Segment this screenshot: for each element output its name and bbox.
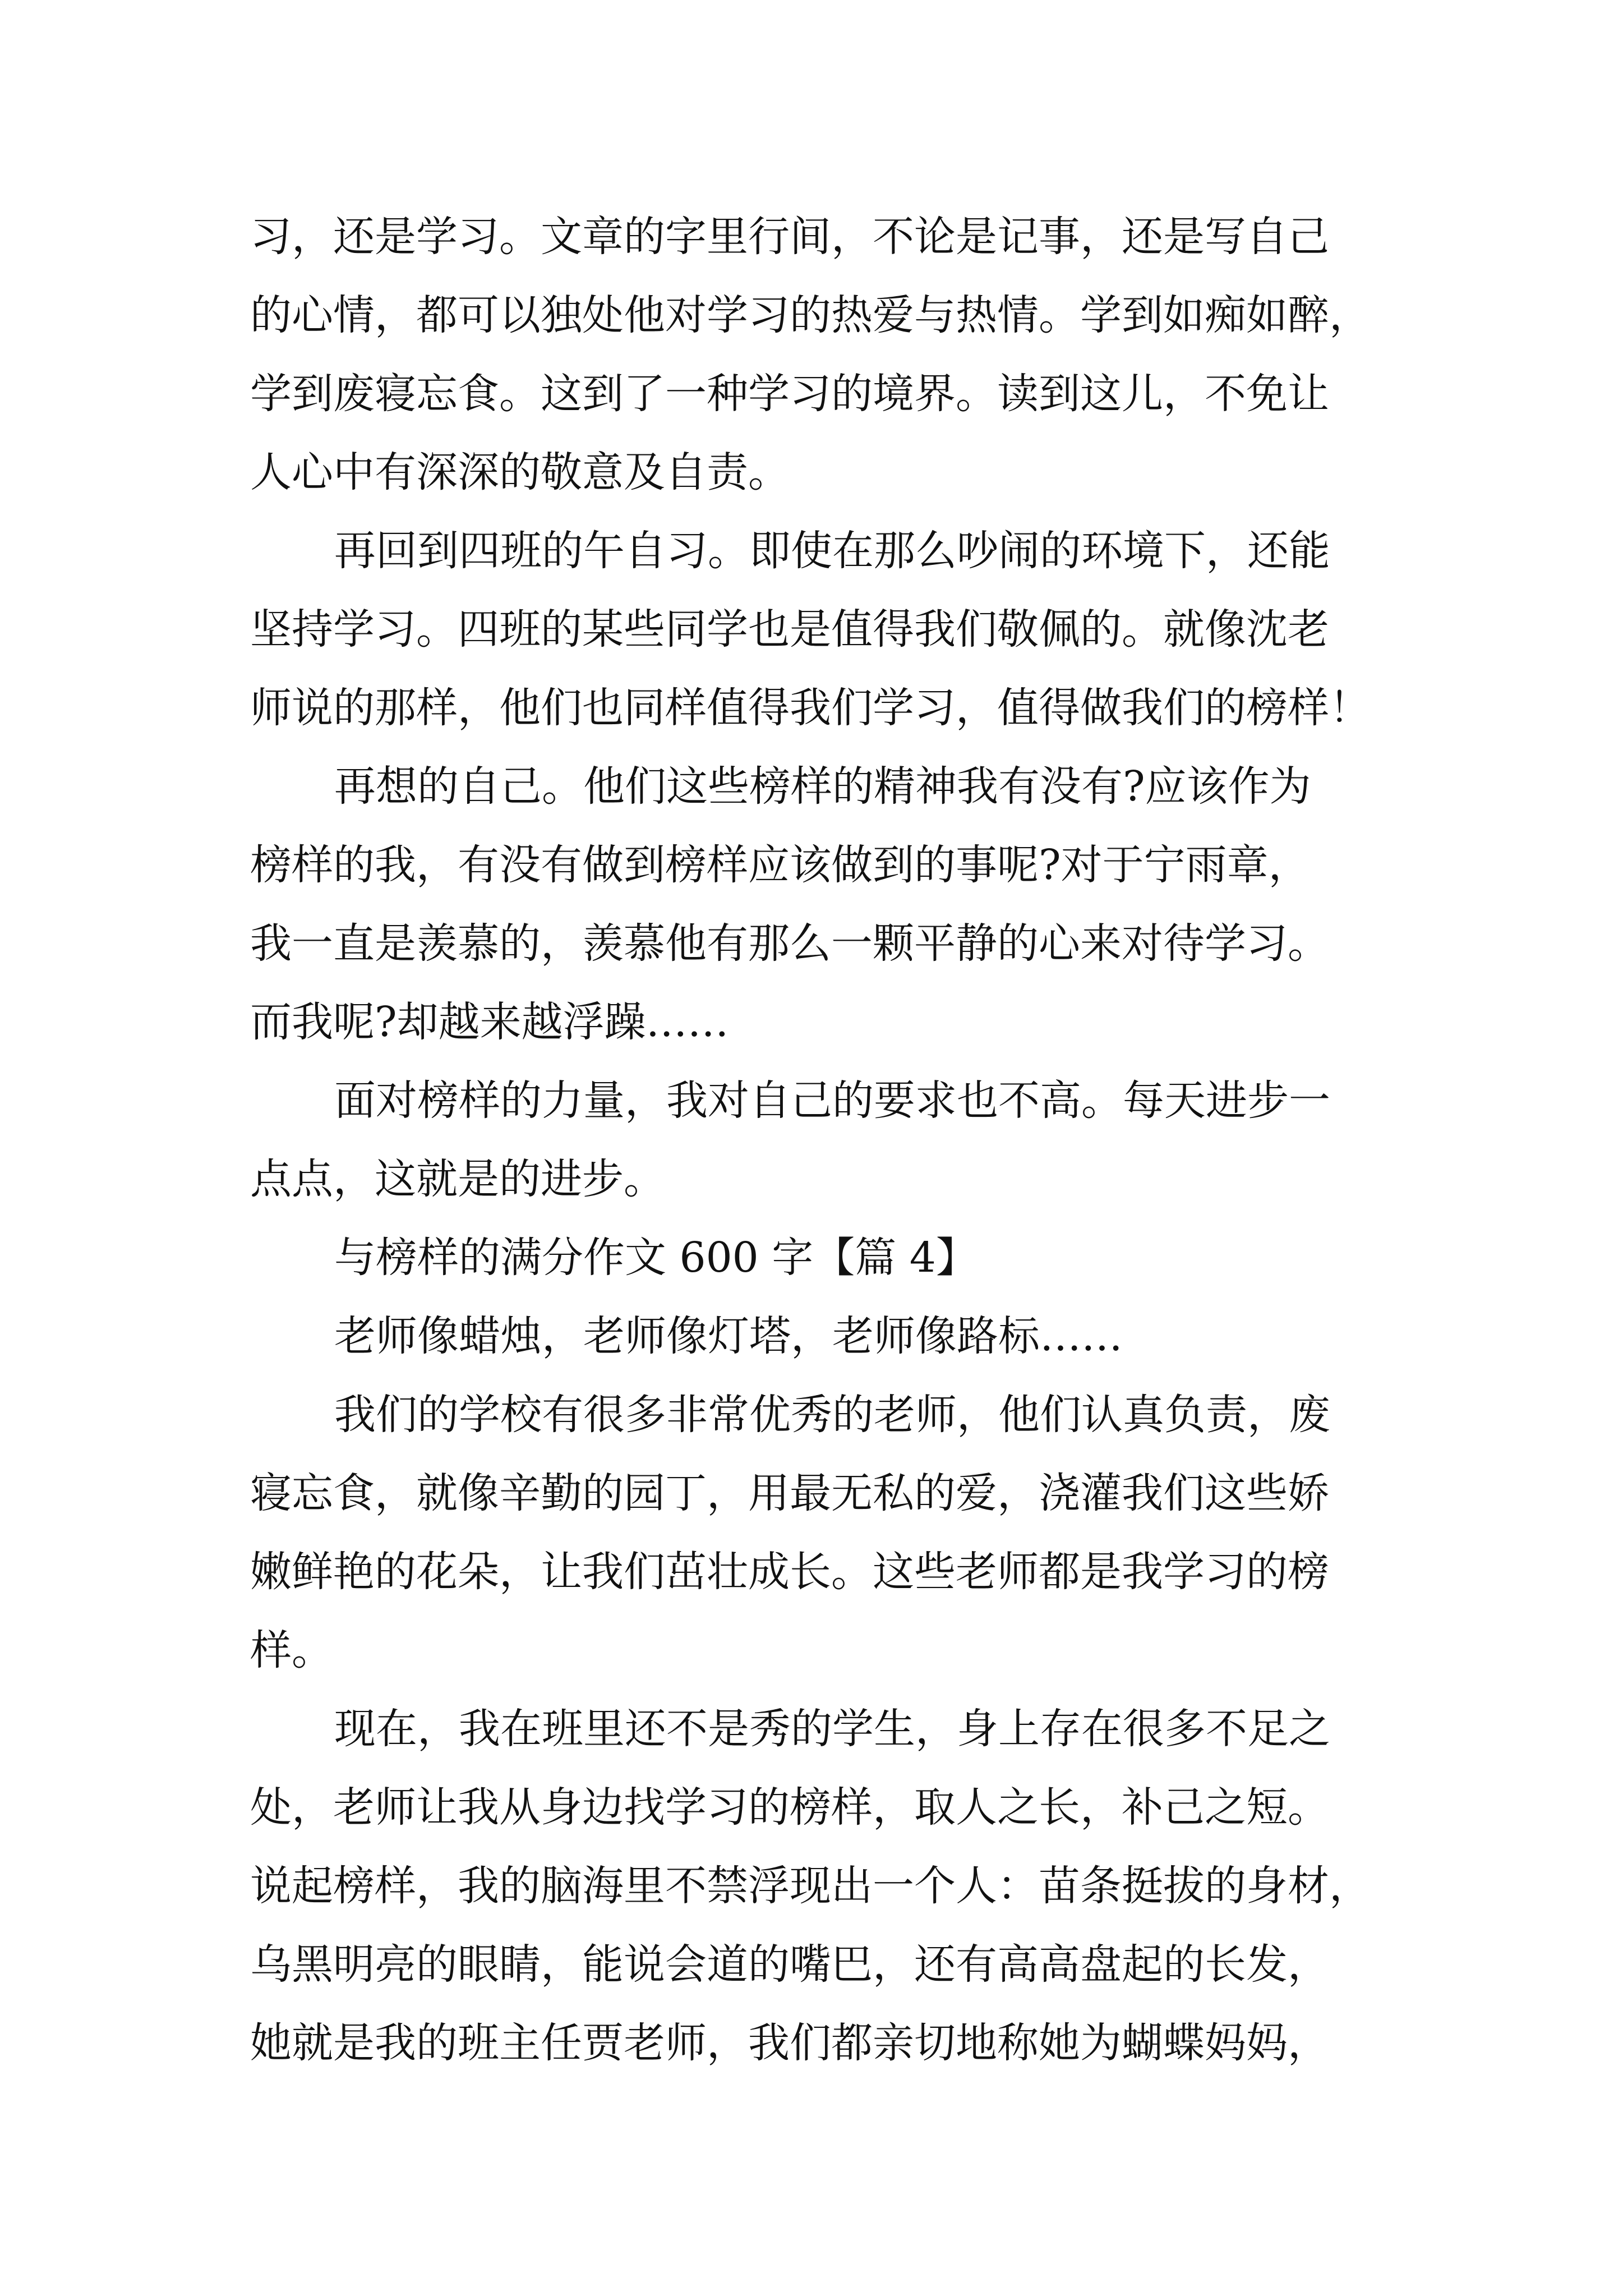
paragraph-first-line: 现在，我在班里还不是秀的学生，身上存在很多不足之: [334, 1705, 1330, 1753]
text-line: 人心中有深深的敬意及自责。: [250, 448, 790, 496]
text-line: 嫩鲜艳的花朵，让我们茁壮成长。这些老师都是我学习的榜: [250, 1548, 1329, 1596]
text-line: 榜样的我，有没有做到榜样应该做到的事呢?对于宁雨章，: [250, 841, 1310, 889]
paragraph-first-line: 面对榜样的力量，我对自己的要求也不高。每天进步一: [334, 1076, 1330, 1125]
text-line: 她就是我的班主任贾老师，我们都亲切地称她为蝴蝶妈妈，: [250, 2019, 1329, 2067]
text-line: 我一直是羡慕的，羡慕他有那么一颗平静的心来对待学习。: [250, 919, 1329, 968]
text-line: 而我呢?却越来越浮躁……: [250, 998, 729, 1046]
text-line: 学到废寝忘食。这到了一种学习的境界。读到这儿，不免让: [250, 370, 1329, 418]
paragraph-first-line: 再想的自己。他们这些榜样的精神我有没有?应该作为: [334, 762, 1311, 811]
text-line: 坚持学习。四班的某些同学也是值得我们敬佩的。就像沈老: [250, 605, 1329, 654]
text-line: 习，还是学习。文章的字里行间，不论是记事，还是写自己: [250, 213, 1329, 261]
paragraph-first-line: 老师像蜡烛，老师像灯塔，老师像路标……: [334, 1312, 1123, 1360]
text-line: 乌黑明亮的眼睛，能说会道的嘴巴，还有高高盘起的长发，: [250, 1940, 1329, 1989]
section-heading: 与榜样的满分作文 600 字【篇 4】: [334, 1234, 978, 1282]
text-line: 处，老师让我从身边找学习的榜样，取人之长，补己之短。: [250, 1783, 1329, 1832]
paragraph-first-line: 再回到四班的午自习。即使在那么吵闹的环境下，还能: [334, 527, 1330, 575]
text-line: 师说的那样，他们也同样值得我们学习，值得做我们的榜样！: [250, 684, 1371, 732]
text-line: 寝忘食，就像辛勤的园丁，用最无私的爱，浇灌我们这些娇: [250, 1469, 1329, 1517]
text-line: 说起榜样，我的脑海里不禁浮现出一个人：苗条挺拔的身材，: [250, 1862, 1371, 1910]
text-line: 的心情，都可以独处他对学习的热爱与热情。学到如痴如醉，: [250, 291, 1371, 339]
text-line: 样。: [250, 1626, 333, 1674]
paragraph-first-line: 我们的学校有很多非常优秀的老师，他们认真负责，废: [334, 1391, 1330, 1439]
text-line: 点点，这就是的进步。: [250, 1155, 665, 1203]
